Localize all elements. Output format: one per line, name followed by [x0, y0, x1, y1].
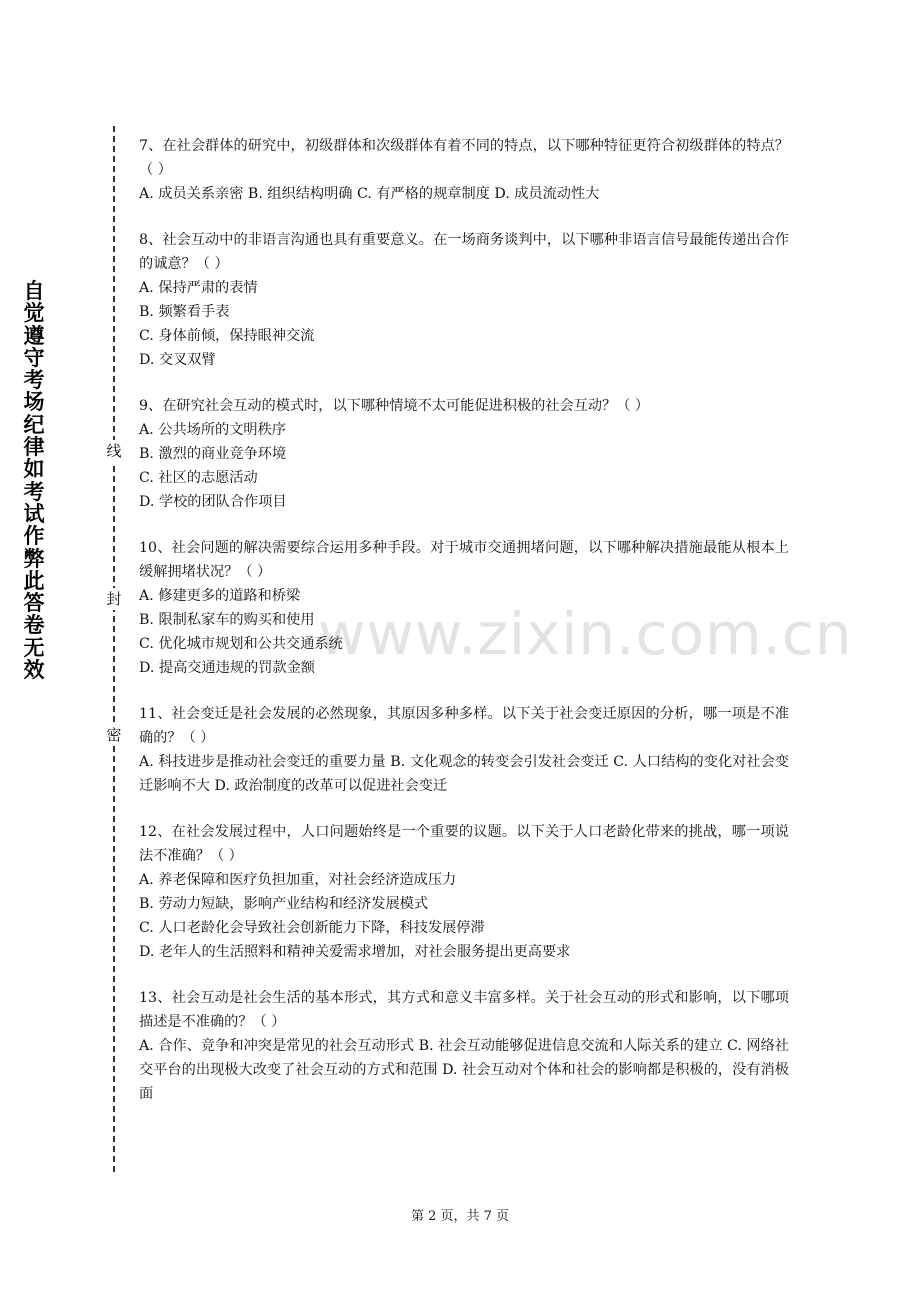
option-a: A. 养老保障和医疗负担加重，对社会经济造成压力: [139, 872, 457, 888]
option-b: B. 激烈的商业竞争环境: [139, 446, 287, 462]
option-d: D. 提高交通违规的罚款金额: [139, 660, 315, 676]
question-options: A. 合作、竞争和冲突是常见的社会互动形式 B. 社会互动能够促进信息交流和人际关系的建立 C. 网络社交平台的出现极大改变了社会互动的方式和范围 D. 社会互动对个体和社会的影响都是积极的，没有消极面: [139, 1038, 789, 1102]
option-b: B. 限制私家车的购买和使用: [139, 612, 315, 628]
watermark-text: www.zixin.com.cn: [318, 600, 853, 668]
question-12: [139, 820, 789, 964]
binding-mark-mi: 密: [104, 724, 124, 746]
question-options: A. 成员关系亲密 B. 组织结构明确 C. 有严格的规章制度 D. 成员流动性大: [139, 186, 600, 202]
option-d: D. 学校的团队合作项目: [139, 494, 287, 510]
question-7: [139, 134, 789, 206]
option-c: C. 社区的志愿活动: [139, 470, 258, 486]
option-a: A. 公共场所的文明秩序: [139, 422, 286, 438]
question-stem: 11、社会变迁是社会发展的必然现象，其原因多种多样。以下关于社会变迁原因的分析，哪一项是不准确的？（ ）: [139, 706, 789, 746]
option-b: B. 频繁看手表: [139, 304, 230, 320]
option-d: D. 交叉双臂: [139, 352, 216, 368]
question-options: A. 科技进步是推动社会变迁的重要力量 B. 文化观念的转变会引发社会变迁 C. 人口结构的变化对社会变迁影响不大 D. 政治制度的改革可以促进社会变迁: [139, 754, 789, 794]
option-d: D. 老年人的生活照料和精神关爱需求增加，对社会服务提出更高要求: [139, 944, 571, 960]
question-list: [139, 134, 789, 1128]
question-stem: 12、在社会发展过程中，人口问题始终是一个重要的议题。以下关于人口老龄化带来的挑战，哪一项说法不准确？（ ）: [139, 824, 789, 864]
question-stem: 13、社会互动是社会生活的基本形式，其方式和意义丰富多样。关于社会互动的形式和影响，以下哪项描述是不准确的？（ ）: [139, 990, 789, 1030]
exam-discipline-notice: 自觉遵守考场纪律如考试作弊此答卷无效: [23, 279, 45, 683]
question-9: [139, 394, 789, 514]
option-c: C. 优化城市规划和公共交通系统: [139, 636, 343, 652]
option-c: C. 身体前倾，保持眼神交流: [139, 328, 315, 344]
binding-mark-feng: 封: [104, 588, 124, 610]
binding-dashed-line: [113, 126, 115, 1172]
option-b: B. 劳动力短缺，影响产业结构和经济发展模式: [139, 896, 429, 912]
question-10: [139, 536, 789, 680]
question-stem: 9、在研究社会互动的模式时，以下哪种情境不太可能促进积极的社会互动？（ ）: [139, 398, 650, 414]
page-footer: 第 2 页，共 7 页: [410, 1209, 510, 1224]
question-11: [139, 702, 789, 798]
option-a: A. 修建更多的道路和桥梁: [139, 588, 301, 604]
question-13: [139, 986, 789, 1106]
question-stem: 10、社会问题的解决需要综合运用多种手段。对于城市交通拥堵问题，以下哪种解决措施最能从根本上缓解拥堵状况？（ ）: [139, 540, 789, 580]
option-a: A. 保持严肃的表情: [139, 280, 258, 296]
binding-mark-xian: 线: [104, 440, 124, 462]
question-8: [139, 228, 789, 372]
question-stem: 7、在社会群体的研究中，初级群体和次级群体有着不同的特点，以下哪种特征更符合初级群体的特点？（ ）: [139, 138, 789, 178]
option-c: C. 人口老龄化会导致社会创新能力下降，科技发展停滞: [139, 920, 485, 936]
question-stem: 8、社会互动中的非语言沟通也具有重要意义。在一场商务谈判中，以下哪种非语言信号最能传递出合作的诚意？（ ）: [139, 232, 789, 272]
